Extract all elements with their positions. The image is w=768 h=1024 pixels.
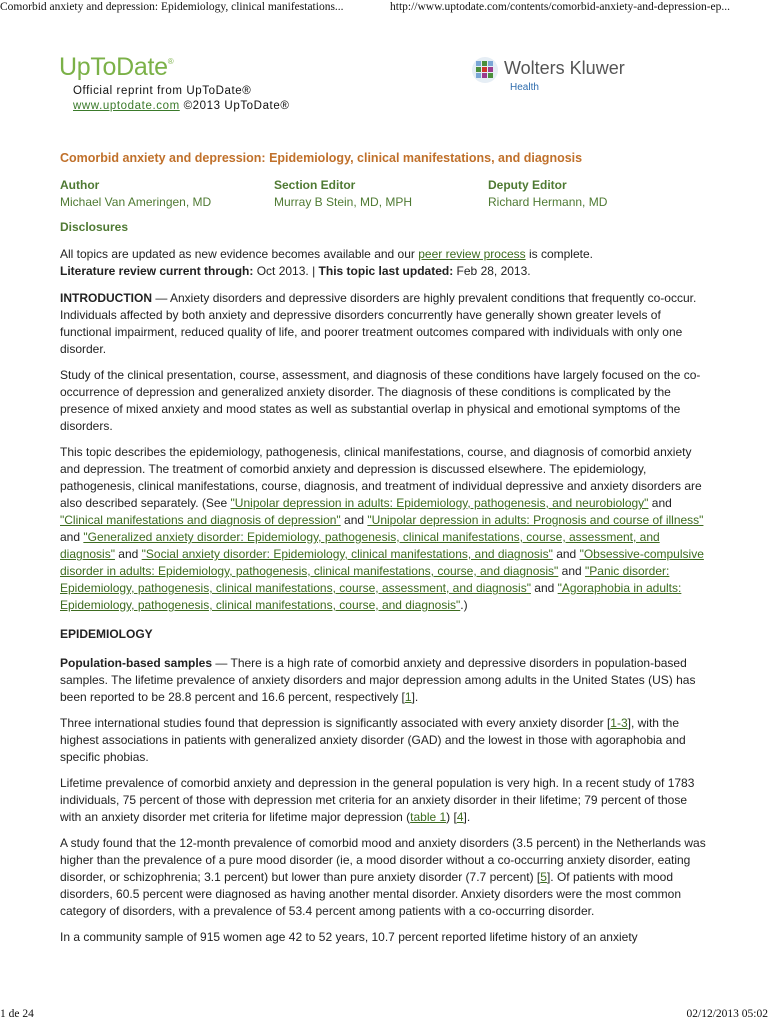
close-bracket: ].: [411, 690, 419, 704]
related-link[interactable]: "Social anxiety disorder: Epidemiology, clinical manifestations, and diagnosis": [141, 547, 553, 561]
reference-link[interactable]: 1-3: [610, 716, 628, 730]
article-body: [60, 150, 710, 955]
para3-end: .): [460, 598, 468, 612]
page-indicator: 1 de 24: [0, 1008, 34, 1020]
logo-registered-mark: ®: [167, 57, 174, 66]
and-text: and: [340, 513, 368, 527]
update-text: All topics are updated as new evidence becomes available and our: [60, 247, 419, 261]
reference-link[interactable]: 4: [456, 810, 464, 824]
and-text: and: [552, 547, 580, 561]
reference-link[interactable]: 1: [404, 690, 412, 704]
para3-text: This topic describes the epidemiology, pathogenesis, clinical manifestations, course, and diagnosis of comorbid anxiety and depression. The treatment of comorbid anxiety and depression is discussed elsewhere. The epidemiology, pathogenesis, clinical manifestations, course, diagnosis, and treatment of individual depressive and anxiety disorders are also described separately. (See: [60, 445, 702, 510]
update-text-end: is complete.: [525, 247, 593, 261]
uptodate-logo[interactable]: [59, 53, 173, 82]
population-paragraph: [60, 655, 710, 706]
lit-review-label: Literature review current through:: [60, 264, 254, 278]
netherlands-text: A study found that the 12-month prevalence of comorbid mood and anxiety disorders (3.5 percent) in the Netherlands was higher than the prevalence of a pure mood disorder (ie, a mood disorder without a co-occurring anxiety disorder, eating disorder, or schizophrenia; 3.1 percent) but lower than pure anxiety disorder (7.7 percent) [: [60, 836, 706, 884]
lit-review-value: Oct 2013.: [253, 264, 309, 278]
copyright: ©2013 UpToDate®: [183, 100, 290, 112]
lifetime-paragraph: [60, 775, 710, 826]
close-bracket: ].: [463, 810, 471, 824]
article-title: Comorbid anxiety and depression: Epidemiology, clinical manifestations, and diagnosis: [60, 151, 583, 165]
and-text: and: [648, 496, 672, 510]
intro-text: — Anxiety disorders and depressive disorders are highly prevalent conditions that frequently co-occur. Individuals affected by both anxiety and depressive disorders concurrently have generally shown greater levels of functional impairment, reduced quality of life, and poorer treatment outcomes compared with individuals with only one disorder.: [60, 291, 697, 356]
print-timestamp: 02/12/2013 05:02: [686, 1008, 768, 1020]
community-paragraph: In a community sample of 915 women age 42 to 52 years, 10.7 percent reported lifetime history of an anxiety: [60, 930, 638, 944]
publisher-sub: Health: [510, 82, 539, 93]
population-text: — There is a high rate of comorbid anxiety and depressive disorders in population-based samples. The lifetime prevalence of anxiety disorders and major depression among adults in the United States (US) has been reported to be 28.8 percent and 16.6 percent, respectively [: [60, 656, 696, 704]
deputy-editor-label: Deputy Editor: [488, 178, 567, 192]
author-block: [60, 177, 274, 211]
lifetime-mid: ) [: [446, 810, 457, 824]
author-name[interactable]: Michael Van Ameringen, MD: [60, 195, 212, 209]
intro-paragraph: [60, 290, 710, 358]
related-link[interactable]: "Unipolar depression in adults: Epidemiology, pathogenesis, and neurobiology": [230, 496, 649, 510]
epidemiology-heading: EPIDEMIOLOGY: [60, 627, 153, 641]
uptodate-site-link[interactable]: www.uptodate.com: [73, 100, 180, 112]
population-label: Population-based samples: [60, 656, 213, 670]
related-link[interactable]: "Panic disorder: Epidemiology, pathogenesis, clinical manifestations, course, assessment, and diagnosis": [60, 564, 670, 595]
related-link[interactable]: "Clinical manifestations and diagnosis of depression": [60, 513, 341, 527]
paragraph-2: Study of the clinical presentation, course, assessment, and diagnosis of these conditions have largely focused on the co-occurrence of depression and generalized anxiety disorder. The diagnosis of these conditions is complicated by the presence of mixed anxiety and mood states as well as substantial overlap in physical and emotional symptoms of the disorders.: [60, 368, 701, 433]
and-text: and: [530, 581, 558, 595]
section-editor-block: [274, 177, 488, 211]
and-text: and: [60, 530, 84, 544]
reprint-line: Official reprint from UpToDate®: [73, 85, 252, 97]
reference-link[interactable]: 5: [540, 870, 547, 884]
wolters-kluwer-logo: [470, 55, 625, 93]
page-title-header: Comorbid anxiety and depression: Epidemiology, clinical manifestations...: [0, 1, 344, 13]
editors-row: [60, 177, 710, 211]
lifetime-text: Lifetime prevalence of comorbid anxiety and depression in the general population is very high. In a recent study of 1783 individuals, 75 percent of those with depression met criteria for an anxiety disorder in their lifetime; 79 percent of those with an anxiety disorder met criteria for lifetime major depression (: [60, 776, 695, 824]
section-editor-name[interactable]: Murray B Stein, MD, MPH: [274, 195, 413, 209]
related-link[interactable]: "Obsessive-compulsive disorder in adults: Epidemiology, pathogenesis, clinical manifestations, course, and diagnosis": [60, 547, 704, 578]
deputy-editor-block: [488, 177, 702, 211]
related-link[interactable]: "Unipolar depression in adults: Prognosis and course of illness": [367, 513, 704, 527]
netherlands-paragraph: [60, 835, 710, 920]
logo-text: UpToDate: [59, 53, 168, 81]
separator: |: [308, 264, 319, 278]
publisher-name: Wolters Kluwer: [504, 58, 625, 78]
reprint-notice: [73, 84, 289, 114]
international-paragraph: [60, 715, 710, 766]
intl-text-end: ], with the highest associations in patients with generalized anxiety disorder (GAD) and the lowest in those with agoraphobia and specific phobias.: [60, 716, 686, 764]
and-text: and: [558, 564, 586, 578]
browser-print-header: [0, 0, 768, 16]
related-link[interactable]: "Generalized anxiety disorder: Epidemiology, pathogenesis, clinical manifestations, course, assessment, and diagnosis": [60, 530, 660, 561]
intl-text: Three international studies found that depression is significantly associated with every anxiety disorder [: [60, 716, 611, 730]
and-text: and: [114, 547, 142, 561]
disclosures-link[interactable]: Disclosures: [60, 220, 129, 234]
last-updated-value: Feb 28, 2013.: [453, 264, 531, 278]
intro-heading: INTRODUCTION: [60, 291, 152, 305]
peer-review-link[interactable]: peer review process: [418, 247, 526, 261]
deputy-editor-name[interactable]: Richard Hermann, MD: [488, 195, 608, 209]
table-link[interactable]: table 1: [410, 810, 447, 824]
author-label: Author: [60, 178, 100, 192]
last-updated-label: This topic last updated:: [318, 264, 454, 278]
section-editor-label: Section Editor: [274, 178, 356, 192]
related-link[interactable]: "Agoraphobia in adults: Epidemiology, pathogenesis, clinical manifestations, course, and diagnosis": [60, 581, 682, 612]
page-url-header: http://www.uptodate.com/contents/comorbid-anxiety-and-depression-ep...: [390, 1, 731, 13]
paragraph-3: [60, 444, 710, 614]
update-notice: [60, 246, 710, 280]
browser-print-footer: [0, 1006, 768, 1024]
netherlands-text-end: ]. Of patients with mood disorders, 60.5 percent were diagnosed as having another mental disorder. Anxiety disorders were the most common category of disorders, with a prevalence of 53.4 percent among patients with a co-occurring disorder.: [60, 870, 681, 918]
wolters-kluwer-icon: [470, 55, 500, 85]
